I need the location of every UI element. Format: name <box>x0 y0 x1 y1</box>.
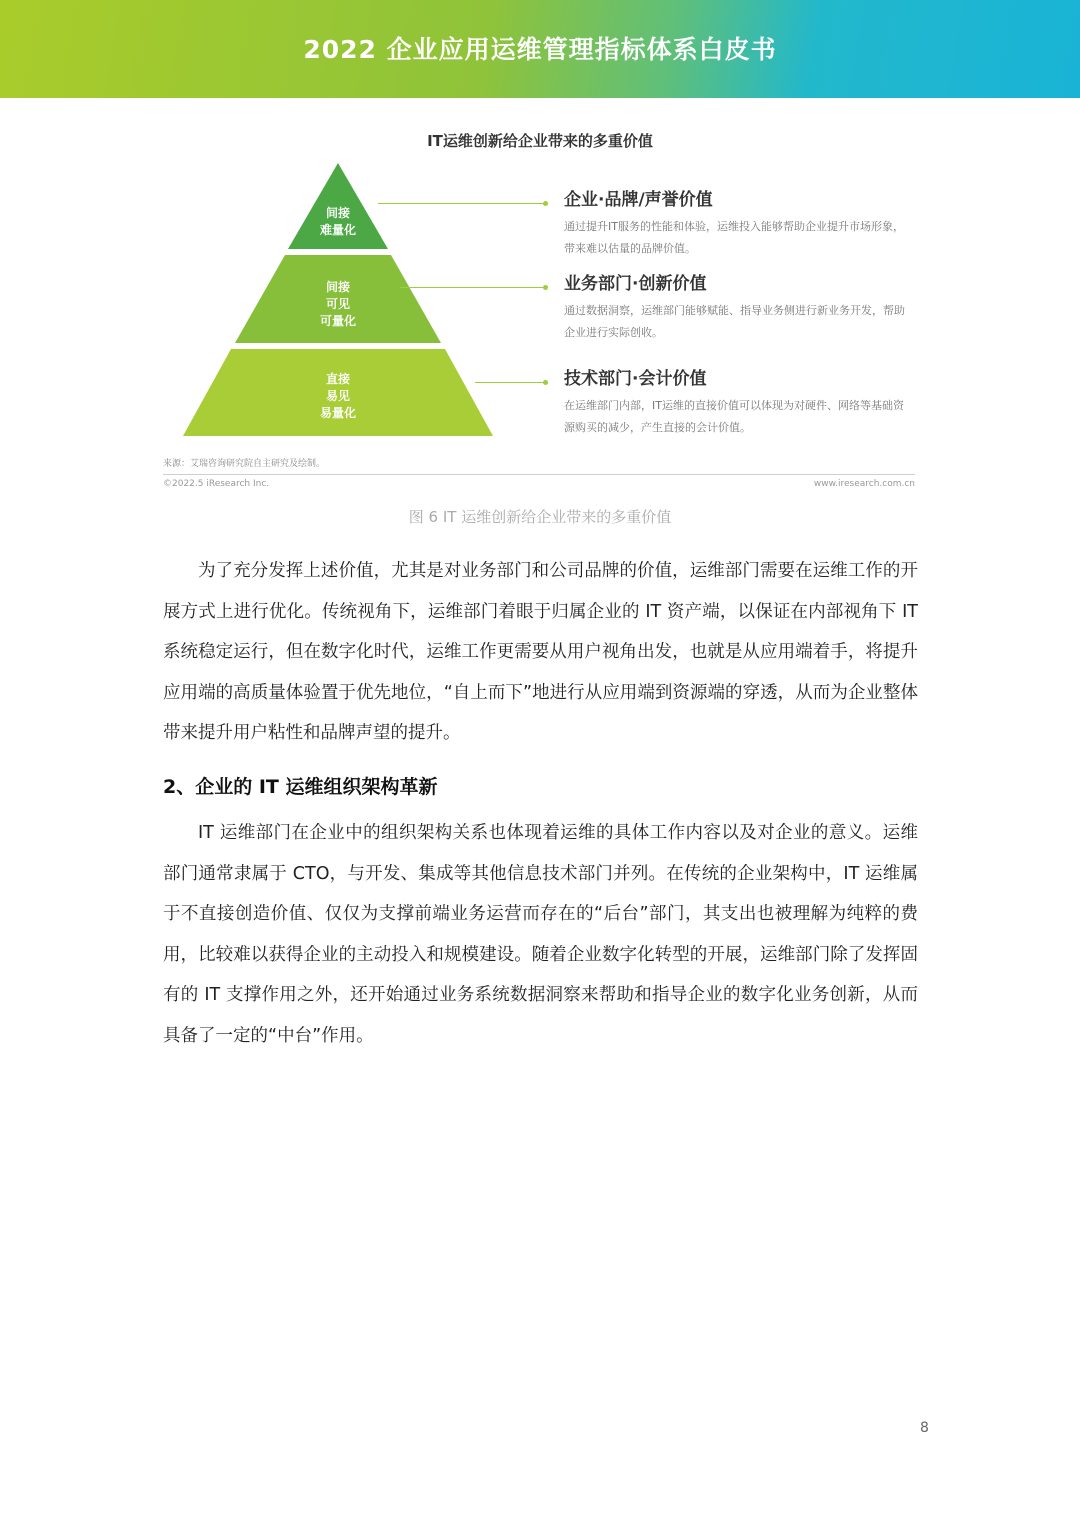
figure-divider <box>163 474 915 475</box>
value-description: 通过提升IT服务的性能和体验，运维投入能够帮助企业提升市场形象，带来难以估量的品牌价值。 <box>564 220 904 255</box>
figure-website: www.iresearch.com.cn <box>813 479 915 489</box>
connector-line-2 <box>400 287 544 288</box>
figure-source-note: 来源：艾瑞咨询研究院自主研究及绘制。 <box>163 459 326 469</box>
connector-line-3 <box>475 382 544 383</box>
tier-middle-label-1: 间接 <box>325 280 351 294</box>
document-title: 2022 企业应用运维管理指标体系白皮书 <box>303 35 777 64</box>
tier-top-label-1: 间接 <box>325 206 351 220</box>
value-block-innovation <box>564 269 909 344</box>
figure-caption: 图 6 IT 运维创新给企业带来的多重价值 <box>408 508 672 526</box>
body-paragraph-1: 为了充分发挥上述价值，尤其是对业务部门和公司品牌的价值，运维部门需要在运维工作的开展方式上进行优化。传统视角下，运维部门着眼于归属企业的 IT 资产端，以保证在内部视角下 IT 系统稳定运行，但在数字化时代，运维工作更需要从用户视角出发，也就是从应用端着手，将提升应用端的高质量体验置于优先地位，“自上而下”地进行从应用端到资源端的穿透，从而为企业整体带来提升用户粘性和品牌声望的提升。 <box>163 561 918 744</box>
tier-bottom-label-3: 易量化 <box>319 406 357 420</box>
value-description: 通过数据洞察，运维部门能够赋能、指导业务侧进行新业务开发，帮助企业进行实际创收。 <box>564 304 905 339</box>
section-heading: 2、企业的 IT 运维组织架构革新 <box>163 776 438 798</box>
value-block-brand <box>564 185 909 260</box>
value-block-accounting <box>564 364 909 439</box>
connector-line-1 <box>378 203 544 204</box>
value-title: 企业·品牌/声誉价值 <box>564 190 713 210</box>
header-banner <box>0 0 1080 98</box>
connector-dot-1 <box>543 201 548 206</box>
page-number: 8 <box>920 1420 929 1436</box>
body-paragraph-2: IT 运维部门在企业中的组织架构关系也体现着运维的具体工作内容以及对企业的意义。运维部门通常隶属于 CTO，与开发、集成等其他信息技术部门并列。在传统的企业架构中，IT 运维属于不直接创造价值、仅仅为支撑前端业务运营而存在的“后台”部门，其支出也被理解为纯粹的费用，比较难以获得企业的主动投入和规模建设。随着企业数字化转型的开展，运维部门除了发挥固有的 IT 支撑作用之外，还开始通过业务系统数据洞察来帮助和指导企业的数字化业务创新，从而具备了一定的“中台”作用。 <box>163 823 918 1046</box>
connector-dot-3 <box>543 380 548 385</box>
value-title: 技术部门·会计价值 <box>564 369 707 389</box>
value-description: 在运维部门内部，IT运维的直接价值可以体现为对硬件、网络等基础资源购买的减少，产生直接的会计价值。 <box>564 399 904 434</box>
tier-middle-label-3: 可量化 <box>319 314 357 328</box>
tier-bottom-label-1: 直接 <box>325 372 351 386</box>
tier-top-label-2: 难量化 <box>319 223 357 237</box>
value-title: 业务部门·创新价值 <box>564 274 707 294</box>
figure-copyright: ©2022.5 iResearch Inc. <box>163 479 270 489</box>
connector-dot-2 <box>543 285 548 290</box>
tier-bottom-label-2: 易见 <box>325 389 351 403</box>
figure-title: IT运维创新给企业带来的多重价值 <box>427 132 653 150</box>
tier-middle-label-2: 可见 <box>325 297 351 311</box>
